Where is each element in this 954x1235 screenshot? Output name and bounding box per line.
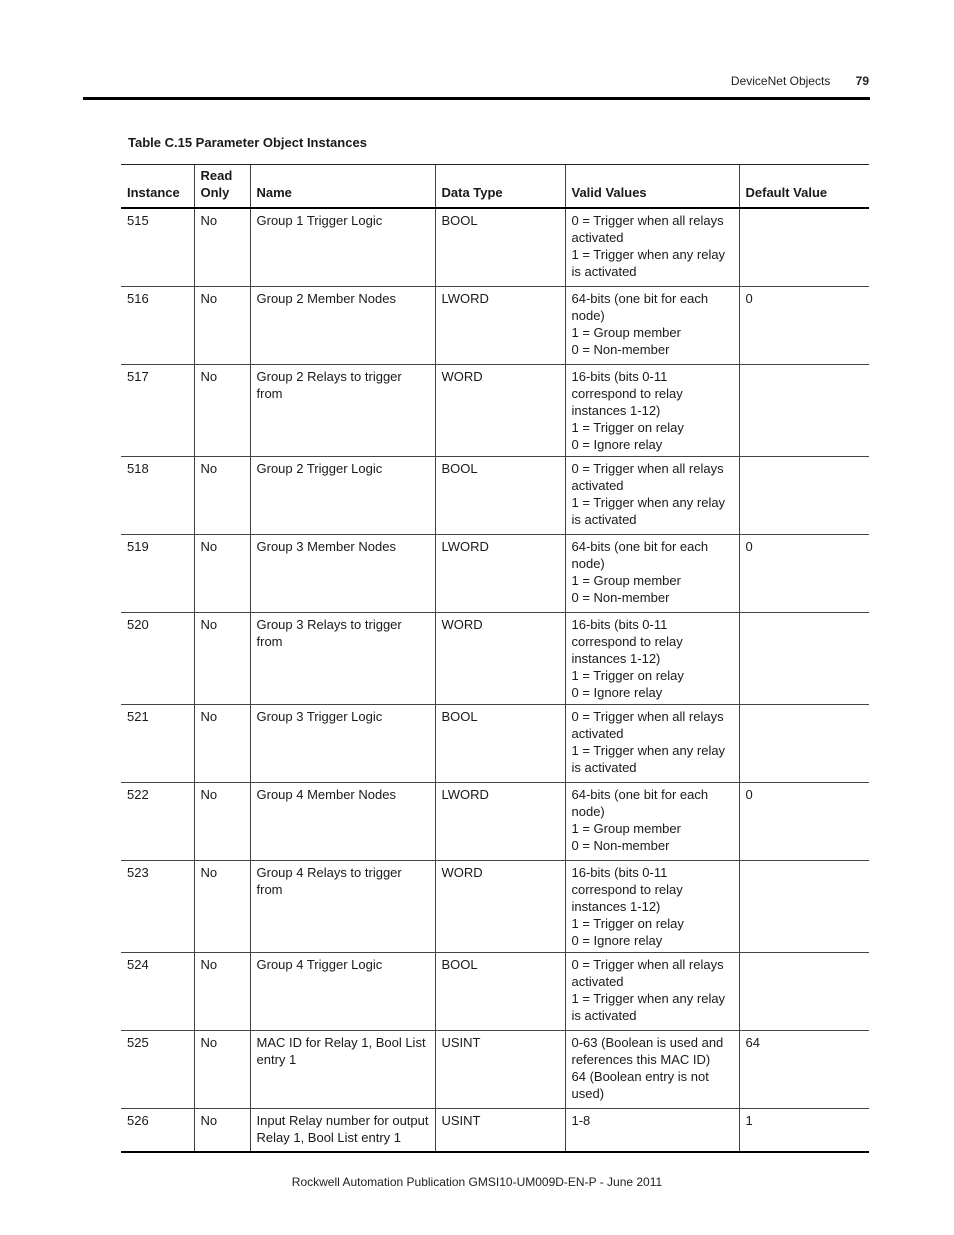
valid-value-line: 1 = Group member	[571, 573, 681, 588]
name-cell: Group 3 Relays to trigger from	[250, 613, 435, 705]
page-header	[731, 74, 869, 88]
name-cell: Group 4 Member Nodes	[250, 783, 435, 861]
read-only-cell: No	[194, 1031, 250, 1109]
read-only-cell: No	[194, 1109, 250, 1153]
valid-values-cell	[565, 861, 739, 953]
read-only-cell: No	[194, 861, 250, 953]
column-header-default-value: Default Value	[739, 165, 869, 209]
valid-values-cell	[565, 783, 739, 861]
read-only-cell: No	[194, 783, 250, 861]
valid-value-line: 16-bits (bits 0-11 correspond to relay instances 1-12)	[571, 865, 683, 914]
instance-cell: 515	[121, 208, 194, 287]
valid-value-line: 0 = Non-member	[571, 590, 670, 605]
valid-value-line: 0 = Trigger when all relays activated	[571, 461, 724, 493]
valid-value-line: 1 = Trigger when any relay is activated	[571, 495, 726, 527]
instance-cell: 523	[121, 861, 194, 953]
valid-value-line: 0 = Ignore relay	[571, 685, 663, 700]
table-row	[121, 953, 869, 1031]
instance-cell: 517	[121, 365, 194, 457]
valid-values-cell	[565, 953, 739, 1031]
name-cell: Group 1 Trigger Logic	[250, 208, 435, 287]
name-cell: Input Relay number for output Relay 1, Bool List entry 1	[250, 1109, 435, 1153]
valid-value-line: 0-63 (Boolean is used and references this MAC ID)	[571, 1035, 724, 1067]
valid-value-line: 0 = Ignore relay	[571, 933, 663, 948]
valid-values-cell	[565, 457, 739, 535]
data-type-cell: LWORD	[435, 287, 565, 365]
table-row	[121, 705, 869, 783]
valid-values-cell	[565, 287, 739, 365]
valid-value-line: 64-bits (one bit for each node)	[571, 291, 709, 323]
instance-cell: 520	[121, 613, 194, 705]
data-type-cell: WORD	[435, 861, 565, 953]
valid-values-cell	[565, 365, 739, 457]
valid-value-line: 0 = Non-member	[571, 838, 670, 853]
default-value-cell: 0	[739, 535, 869, 613]
data-type-cell: BOOL	[435, 208, 565, 287]
read-only-cell: No	[194, 287, 250, 365]
valid-value-line: 1 = Trigger when any relay is activated	[571, 991, 726, 1023]
valid-values-cell	[565, 208, 739, 287]
valid-value-line: 16-bits (bits 0-11 correspond to relay instances 1-12)	[571, 617, 683, 666]
section-title: DeviceNet Objects	[730, 74, 831, 88]
data-type-cell: LWORD	[435, 535, 565, 613]
default-value-cell: 0	[739, 783, 869, 861]
name-cell: Group 3 Trigger Logic	[250, 705, 435, 783]
default-value-cell	[739, 705, 869, 783]
valid-value-line: 64 (Boolean entry is not used)	[571, 1069, 709, 1101]
table-row	[121, 208, 869, 287]
instance-cell: 518	[121, 457, 194, 535]
data-type-cell: WORD	[435, 365, 565, 457]
default-value-cell: 64	[739, 1031, 869, 1109]
instance-cell: 524	[121, 953, 194, 1031]
valid-value-line: 1-8	[571, 1113, 591, 1128]
valid-value-line: 1 = Trigger on relay	[571, 916, 684, 931]
table-row	[121, 365, 869, 457]
instance-cell: 526	[121, 1109, 194, 1153]
instance-cell: 521	[121, 705, 194, 783]
table-header-row	[121, 165, 869, 209]
table-title: Table C.15 Parameter Object Instances	[128, 135, 367, 150]
column-header-instance: Instance	[121, 165, 194, 209]
valid-value-line: 1 = Trigger when any relay is activated	[571, 247, 726, 279]
name-cell: MAC ID for Relay 1, Bool List entry 1	[250, 1031, 435, 1109]
valid-value-line: 64-bits (one bit for each node)	[571, 787, 709, 819]
valid-value-line: 16-bits (bits 0-11 correspond to relay instances 1-12)	[571, 369, 683, 418]
valid-values-cell	[565, 705, 739, 783]
default-value-cell	[739, 953, 869, 1031]
read-only-cell: No	[194, 705, 250, 783]
data-type-cell: WORD	[435, 613, 565, 705]
data-type-cell: LWORD	[435, 783, 565, 861]
data-type-cell: USINT	[435, 1031, 565, 1109]
column-header-data-type: Data Type	[435, 165, 565, 209]
table-row	[121, 287, 869, 365]
read-only-cell: No	[194, 613, 250, 705]
table-row	[121, 457, 869, 535]
valid-values-cell	[565, 1109, 739, 1153]
header-rule	[83, 97, 870, 100]
instance-cell: 525	[121, 1031, 194, 1109]
instance-cell: 522	[121, 783, 194, 861]
read-only-cell: No	[194, 535, 250, 613]
valid-value-line: 64-bits (one bit for each node)	[571, 539, 709, 571]
data-type-cell: BOOL	[435, 457, 565, 535]
default-value-cell	[739, 861, 869, 953]
instance-cell: 519	[121, 535, 194, 613]
data-type-cell: BOOL	[435, 953, 565, 1031]
default-value-cell	[739, 365, 869, 457]
table-row	[121, 1109, 869, 1153]
data-type-cell: USINT	[435, 1109, 565, 1153]
name-cell: Group 4 Relays to trigger from	[250, 861, 435, 953]
default-value-cell	[739, 457, 869, 535]
table-row	[121, 535, 869, 613]
table-row	[121, 783, 869, 861]
column-header-name: Name	[250, 165, 435, 209]
name-cell: Group 2 Member Nodes	[250, 287, 435, 365]
default-value-cell	[739, 208, 869, 287]
valid-value-line: 0 = Non-member	[571, 342, 670, 357]
name-cell: Group 2 Relays to trigger from	[250, 365, 435, 457]
name-cell: Group 2 Trigger Logic	[250, 457, 435, 535]
valid-value-line: 1 = Trigger on relay	[571, 420, 684, 435]
page-footer: Rockwell Automation Publication GMSI10-UM009D-EN-P - June 2011	[291, 1175, 663, 1189]
read-only-cell: No	[194, 953, 250, 1031]
column-header-read-only: Read Only	[194, 165, 250, 209]
default-value-cell: 0	[739, 287, 869, 365]
name-cell: Group 3 Member Nodes	[250, 535, 435, 613]
valid-values-cell	[565, 1031, 739, 1109]
valid-values-cell	[565, 613, 739, 705]
instance-cell: 516	[121, 287, 194, 365]
default-value-cell	[739, 613, 869, 705]
read-only-cell: No	[194, 365, 250, 457]
valid-value-line: 1 = Group member	[571, 821, 681, 836]
table-row	[121, 861, 869, 953]
name-cell: Group 4 Trigger Logic	[250, 953, 435, 1031]
column-header-valid-values: Valid Values	[565, 165, 739, 209]
parameter-object-instances-table	[121, 164, 869, 1153]
valid-value-line: 0 = Trigger when all relays activated	[571, 957, 724, 989]
table-row	[121, 613, 869, 705]
data-type-cell: BOOL	[435, 705, 565, 783]
valid-value-line: 1 = Trigger when any relay is activated	[571, 743, 726, 775]
page-number: 79	[855, 74, 869, 88]
valid-value-line: 0 = Trigger when all relays activated	[571, 213, 724, 245]
valid-value-line: 1 = Group member	[571, 325, 681, 340]
valid-values-cell	[565, 535, 739, 613]
valid-value-line: 1 = Trigger on relay	[571, 668, 684, 683]
valid-value-line: 0 = Trigger when all relays activated	[571, 709, 724, 741]
read-only-cell: No	[194, 208, 250, 287]
valid-value-line: 0 = Ignore relay	[571, 437, 663, 452]
table-row	[121, 1031, 869, 1109]
read-only-cell: No	[194, 457, 250, 535]
default-value-cell: 1	[739, 1109, 869, 1153]
